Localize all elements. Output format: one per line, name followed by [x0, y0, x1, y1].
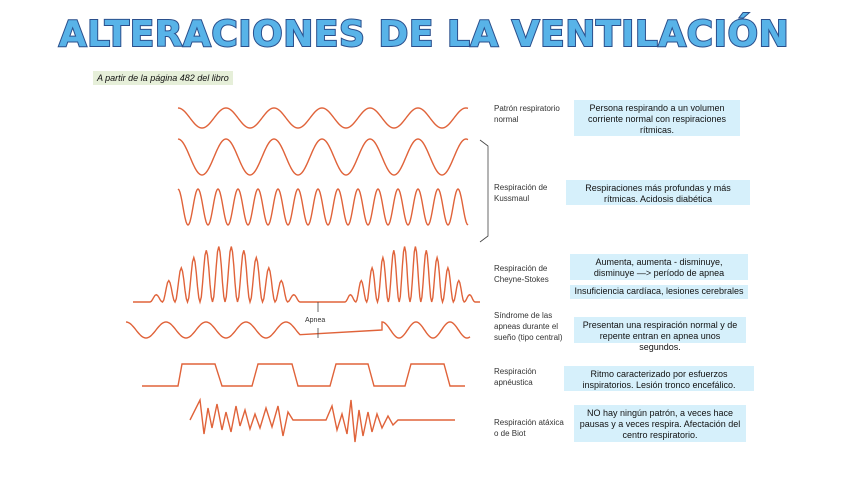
- page-title: ALTERACIONES DE LA VENTILACIÓN: [58, 14, 790, 55]
- label-kussmaul: Respiración de Kussmaul: [494, 183, 548, 203]
- desc-sleep-apnea: Presentan una respiración normal y de repente entran en apnea unos segundos.: [574, 317, 746, 343]
- desc-apneustic: Ritmo caracterizado por esfuerzos inspiratorios. Lesión tronco encefálico.: [564, 366, 754, 391]
- kussmaul-deep-wave: [178, 139, 468, 175]
- desc-normal: Persona respirando a un volumen corriente normal con respiraciones rítmicas.: [574, 100, 740, 136]
- kussmaul-fast-wave: [178, 189, 468, 225]
- desc-biot: NO hay ningún patrón, a veces hace pausas y a veces respira. Afectación del centro respiratorio.: [574, 405, 746, 442]
- cheyne-stokes-wave: [133, 247, 480, 303]
- apneustic-wave: [142, 364, 465, 386]
- normal-wave: [178, 108, 468, 128]
- sleep-apnea-wave: [126, 322, 470, 338]
- label-biot: Respiración atáxica o de Biot: [494, 418, 564, 438]
- label-apneustic: Respiración apnéustica: [494, 367, 537, 387]
- apnea-label: Apnea: [305, 317, 326, 324]
- desc-kussmaul: Respiraciones más profundas y más rítmicas. Acidosis diabética: [566, 180, 750, 205]
- biot-wave: [190, 400, 455, 442]
- label-sleep-apnea: Síndrome de las apneas durante el sueño (tipo central): [494, 311, 563, 342]
- desc-cheyne-stokes-2: Insuficiencia cardíaca, lesiones cerebrales: [570, 285, 748, 299]
- desc-cheyne-stokes: Aumenta, aumenta - disminuye, disminuye —> período de apnea: [570, 254, 748, 280]
- subtitle: A partir de la página 482 del libro: [93, 71, 233, 85]
- label-cheyne-stokes: Respiración de Cheyne-Stokes: [494, 264, 549, 284]
- label-normal: Patrón respiratorio normal: [494, 104, 560, 124]
- kussmaul-bracket: [480, 140, 488, 242]
